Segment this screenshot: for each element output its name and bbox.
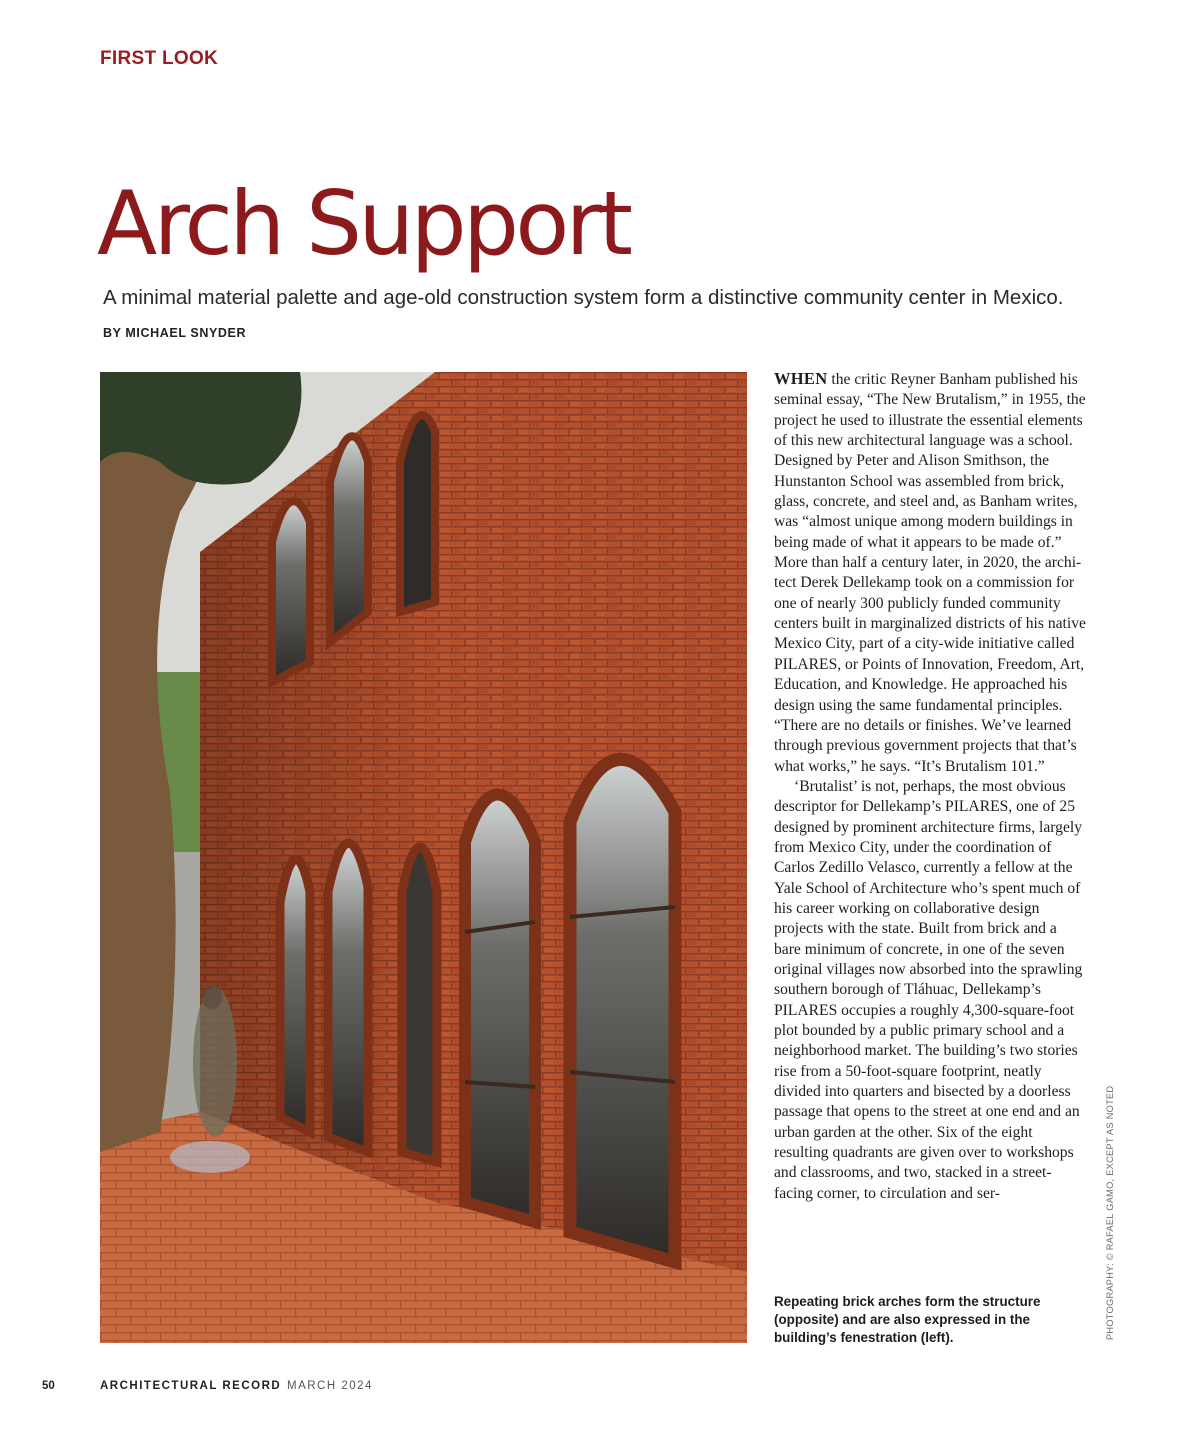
page-number: 50: [42, 1380, 55, 1392]
byline: BY MICHAEL SNYDER: [103, 326, 247, 340]
issue-date: MARCH 2024: [287, 1380, 373, 1392]
section-label: FIRST LOOK: [100, 48, 219, 69]
article-paragraph: [774, 369, 1086, 777]
publication-name: ARCHITECTURAL RECORD: [100, 1380, 282, 1392]
feature-photo: [100, 372, 747, 1343]
paragraph-text: the critic Reyner Banham published his seminal essay, “The New Brutalism,” in 1955, the project he used to illustrate the essential elements of this new architectural language was a school. Designed by Peter and Alison Smithson, the Hunstanton School was assembled from brick, glass, concrete, and steel and, as Banham writes, was “almost unique among modern buildings in being made of what it appears to be made of.” More than half a century later, in 2020, the architect Derek Dellekamp took on a commission for one of nearly 300 publicly funded community centers built in marginalized districts of his native Mexico City, part of a city-wide initiative called PILARES, or Points of Innovation, Freedom, Art, Education, and Knowledge. He approached his design using the same fundamental principles. “There are no details or finishes. We’ve learned through previous government projects that that’s what works,” he says. “It’s Brutalism 101.”: [774, 371, 1086, 775]
headline: Arch Support: [97, 172, 630, 275]
dek: A minimal material palette and age-old construction system form a distinctive community center in Mexico.: [103, 286, 1064, 309]
article-paragraph: ‘Brutalist’ is not, perhaps, the most obvious descriptor for Dellekamp’s PILARES, one of 25 designed by prominent architecture firms, largely from Mexico City, under the coordination of Carlos Zedillo Velasco, currently a fellow at the Yale School of Architecture who’s spent much of his career working on collaborative design projects with the state. Built from brick and a bare minimum of concrete, in one of the seven original villages now absorbed into the sprawling southern borough of Tláhuac, Dellekamp’s PILARES occupies a roughly 4,300-square-foot plot bounded by a public primary school and a neighborhood market. The building’s two stories rise from a 50-foot-square footprint, neatly divided into quarters and bisected by a doorless passage that opens to the street at one end and an urban garden at the other. Six of the eight resulting quadrants are given over to workshops and classrooms, and two, stacked in a street-facing corner, to circulation and ser-: [774, 777, 1083, 1202]
photo-caption: Repeating brick arches form the structure (opposite) and are also expressed in the building’s fenestration (left).: [774, 1294, 1041, 1345]
photo-credit: PHOTOGRAPHY: © RAFAEL GAMO, EXCEPT AS NOTED: [1105, 1085, 1115, 1340]
lead-in: WHEN: [774, 369, 828, 388]
article-body: [774, 369, 1086, 1204]
